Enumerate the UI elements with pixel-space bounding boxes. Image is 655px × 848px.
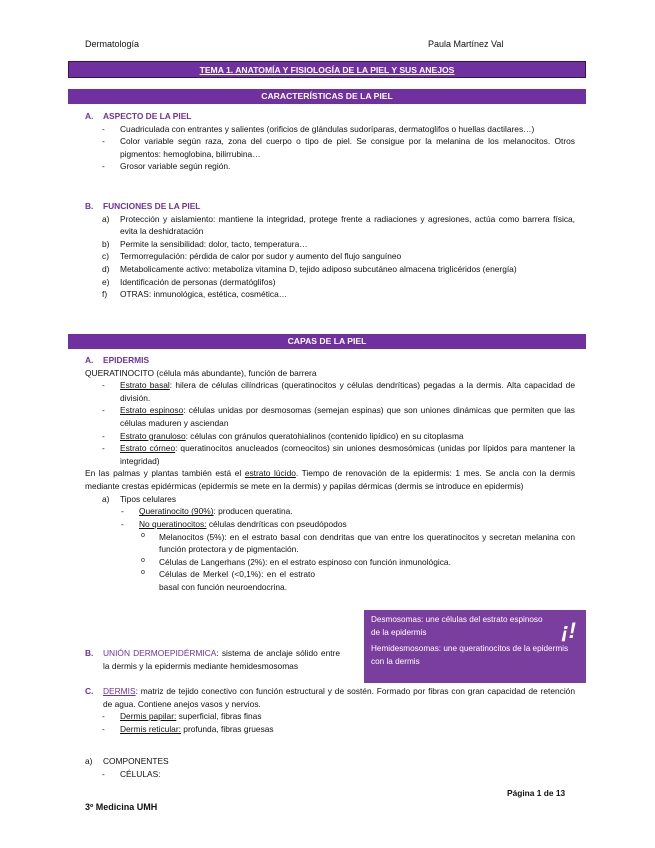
list-item: d) Metabolicamente activo: metaboliza vitamina D, tejido adiposo subcutáneo almacena triglicéridos (energía) [102, 264, 517, 275]
list-item: o Células de Langerhans (2%): en el estrato espinoso con función inmunológica. [141, 556, 451, 567]
list-item: e) Identificación de personas (dermatóglifos) [102, 276, 276, 287]
section-heading-capas: CAPAS DE LA PIEL [68, 334, 586, 349]
page-number: Página 1 de 13 [507, 788, 566, 798]
list-item: a) Protección y aislamiento: mantiene la integridad, protege frente a radiaciones y agresiones, actúa como barrera física, evita la deshidratación [102, 213, 575, 237]
list-item: c) Termorregulación: pérdida de calor por sudor y aumento del flujo sanguíneo [102, 251, 402, 262]
list-item: - No queratinocitos: células dendríticas con pseudópodos [121, 518, 347, 529]
list-item: - Grosor variable según región. [102, 161, 231, 172]
subsection-title: ASPECTO DE LA PIEL [103, 111, 192, 121]
footer-course: 3º Medicina UMH [85, 802, 158, 812]
list-item: f) OTRAS: inmunológica, estética, cosmética… [102, 289, 288, 300]
subsection-marker: B. [85, 201, 94, 211]
callout-desmosomas: Desmosomas: une células del estrato espinoso de la epidermis [371, 615, 543, 637]
subsection-marker: A. [85, 355, 94, 365]
list-item: - Estrato córneo: queratinocitos anucleados (corneocitos) sin uniones desmosómicas (unidas por lípidos para mantener la integridad) [102, 443, 575, 466]
subsection-marker: A. [85, 111, 94, 121]
exclamation-icon: ¡! [561, 618, 576, 643]
list-item: - Dermis reticular: profunda, fibras gruesas [102, 723, 274, 734]
document-title: TEMA 1. ANATOMÍA Y FISIOLOGÍA DE LA PIEL Y SUS ANEJOS [68, 61, 586, 78]
queratinocito-line: QUERATINOCITO (célula más abundante), función de barrera [85, 367, 317, 378]
list-item: - Cuadriculada con entrantes y salientes (orificios de glándulas sudoríparas, dermatoglifos o huellas dactilares…) [102, 123, 535, 134]
palmas-paragraph: En las palmas y plantas también está el estrato lúcido. Tiempo de renovación de la epidermis: 1 mes. Se ancla con la dermis mediante crestas epidérmicas (epidermis se mete en la dermis) y papilas dérmicas (dermis se introduce en epidermis) [85, 468, 576, 492]
list-item: - Estrato granuloso: células con gránulos queratohialinos (contenido lipídico) en su citoplasma [102, 430, 464, 441]
subsection-union-dermoepidermica: B. UNIÓN DERMOEPIDÉRMICA: sistema de anclaje sólido entre la dermis y la epidermis mediante hemidesmosomas [85, 648, 340, 671]
list-item: o Células de Merkel (<0,1%): en el estrato basal con función neuroendocrina. [141, 569, 315, 592]
subsection-epidermis [85, 354, 575, 594]
subsection-title: EPIDERMIS [103, 355, 150, 365]
subsection-aspecto [85, 110, 575, 173]
subsection-dermis: C. DERMIS: matriz de tejido conectivo con función estructural y de sostén. Formado por fibras con gran capacidad de retención de agua. Contiene anejos vasos y nervios. - Dermis papilar: superficial, fibras finas - Dermis reticular: profunda, fibras gruesas [85, 686, 575, 734]
list-item: - Dermis papilar: superficial, fibras finas [102, 711, 262, 722]
header-subject: Dermatología [85, 39, 140, 49]
componentes: a) COMPONENTES - CÉLULAS: [85, 756, 169, 779]
callout-hemidesmosomas: Hemidesmosomas: une queratinocitos de la epidermis con la dermis [371, 644, 569, 667]
list-item: - Queratinocito (90%): producen queratina. [121, 506, 293, 517]
note-callout [364, 610, 586, 683]
subsection-title: FUNCIONES DE LA PIEL [103, 201, 201, 211]
list-item: - Estrato basal: hilera de células cilíndricas (queratinocitos y células dendríticas) pegadas a la dermis. Alta capacidad de división. [102, 380, 575, 403]
tipos-celulares: a) Tipos celulares [102, 493, 177, 504]
list-item: b) Permite la sensibilidad: dolor, tacto, temperatura… [102, 238, 308, 249]
list-item: o Melanocitos (5%): en el estrato basal con dendritas que van entre los queratinocitos y secretan melanina con función protectora y de pigmentación. [141, 531, 575, 555]
section-heading-caracteristicas: CARACTERÍSTICAS DE LA PIEL [68, 89, 586, 104]
header-author: Paula Martínez Val [428, 39, 504, 49]
list-item: - Color variable según raza, zona del cuerpo o tipo de piel. Se consigue por la melanina de los melanocitos. Otros pigmentos: hemoglobina, bilirrubina… [102, 136, 575, 159]
list-item: - Estrato espinoso: células unidas por desmosomas (semejan espinas) que son uniones dinámicas que permiten que las células maduren y asciendan [102, 405, 575, 429]
subsection-funciones [85, 200, 575, 301]
